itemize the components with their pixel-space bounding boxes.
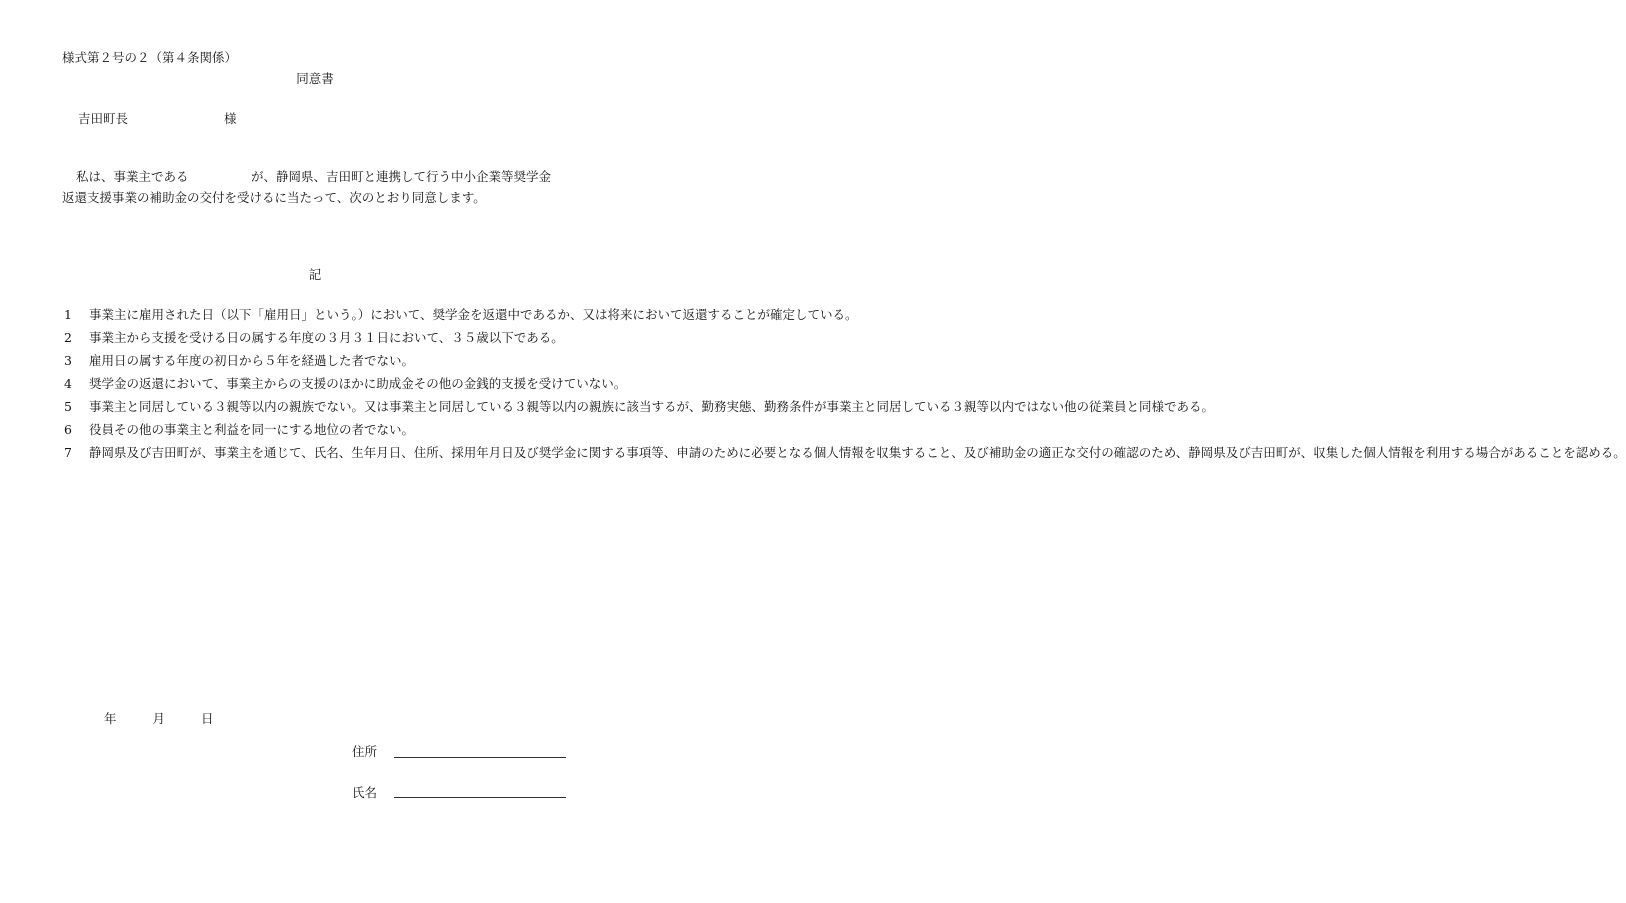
date-line [104, 709, 213, 727]
list-item [62, 328, 574, 348]
honorific: 様 [224, 111, 237, 126]
item-number: 1 [64, 307, 72, 322]
item-text: 事業主と同居している３親等以内の親族でない。又は事業主と同居している３親等以内の親族に該当するが、勤務実態、勤務条件が事業主と同居している３親等以内ではない他の従業員と同様である。 [89, 399, 1215, 414]
name-label: 氏名 [352, 785, 378, 800]
addressee: 吉田町長 [78, 111, 129, 126]
item-number: 5 [64, 399, 72, 414]
item-text: 奨学金の返還において、事業主からの支援のほかに助成金その他の金銭的支援を受けていない。 [89, 376, 627, 391]
item-text: 事業主から支援を受ける日の属する年度の３月３１日において、３５歳以下である。 [89, 330, 564, 345]
item-text: 役員その他の事業主と利益を同一にする地位の者でない。 [89, 422, 415, 437]
list-item [62, 443, 1626, 463]
date-year: 年 [104, 711, 117, 726]
name-field[interactable] [394, 797, 566, 798]
document-title: 同意書 [296, 71, 334, 86]
address-label: 住所 [352, 744, 378, 759]
list-item [62, 420, 574, 440]
item-number: 7 [64, 445, 72, 460]
list-item [62, 397, 1215, 417]
list-item [62, 374, 627, 394]
item-text: 雇用日の属する年度の初日から５年を経過した者でない。 [89, 353, 415, 368]
conditions-list [62, 305, 1626, 466]
list-item [62, 305, 858, 325]
date-month: 月 [152, 711, 165, 726]
form-number: 様式第２号の２（第４条関係） [62, 50, 238, 65]
item-number: 3 [64, 353, 72, 368]
item-number: 6 [64, 422, 72, 437]
consent-statement-line-1: 私は、事業主である が、静岡県、吉田町と連携して行う中小企業等奨学金 [76, 169, 552, 184]
item-number: 2 [64, 330, 72, 345]
consent-statement [62, 166, 572, 208]
address-field[interactable] [394, 757, 566, 758]
item-text: 静岡県及び吉田町が、事業主を通じて、氏名、生年月日、住所、採用年月日及び奨学金に関する事項等、申請のために必要となる個人情報を収集すること、及び補助金の適正な交付の確認のため、静岡県及び吉田町が、収集した個人情報を利用する場合があることを認める。 [89, 445, 1626, 460]
item-text: 事業主に雇用された日（以下「雇用日」という。）において、奨学金を返還中であるか、又は将来において返還することが確定している。 [89, 307, 858, 322]
ki-heading: 記 [308, 267, 322, 282]
consent-statement-line-2: 返還支援事業の補助金の交付を受けるに当たって、次のとおり同意します。 [62, 190, 486, 205]
item-number: 4 [64, 376, 72, 391]
list-item [62, 351, 574, 371]
date-day: 日 [200, 711, 214, 726]
